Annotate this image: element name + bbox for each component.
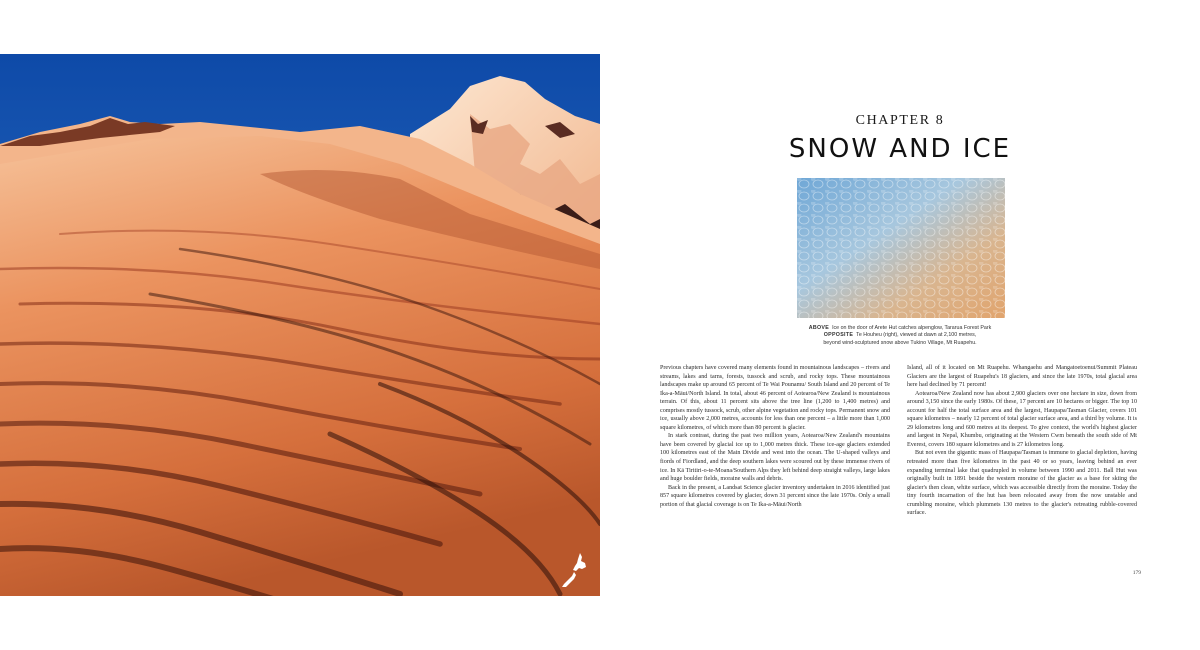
caption-opposite-text: Te Houheu (right), viewed at dawn at 2,100 metres,: [856, 332, 977, 339]
snow-landscape-image: [0, 54, 600, 596]
body-column-1: [660, 364, 890, 509]
caption-above-label: ABOVE: [808, 325, 830, 331]
paragraph: But not even the gigantic mass of Haupapa/Tasman is immune to glacial depletion, having retreated more than five kilometres in the past 40 or so years, leaving behind an ever expanding terminal lake that quadrupled in volume between 1990 and 2011. Ball Hut was originally built in 1891 beside the western moraine of the glacier as a base for skiing the glacier's then clean, white surface, which was accessible directly from the moraine. Today the tiny fourth incarnation of the hut has been relocated away from the now unstable and crumbling moraine, which plummets 130 metres to the glacier's retreating rubble-covered surface.: [907, 450, 1137, 517]
paragraph: Island, all of it located on Mt Ruapehu. Whangaehu and Mangatoetoenui/Summit Plateau Glaciers are the largest of Ruapehu's 18 glaciers, and since the late 1970s, total glacial area here had declined by 71 percent!: [907, 365, 1137, 389]
caption-opposite-label: OPPOSITE: [823, 332, 854, 339]
frost-photo: [797, 178, 1005, 318]
caption-opposite-text-2: beyond wind-sculptured snow above Tukino Village, Mt Ruapehu.: [823, 339, 977, 346]
chapter-opener-page: [600, 54, 1200, 596]
photo-caption: [750, 325, 1050, 347]
book-spread: [0, 54, 1200, 596]
paragraph: Back in the present, a Landsat Science glacier inventory undertaken in 2016 identified just 857 square kilometres covered by glacier, down 31 percent since the late 1970s. Only a small portion of that glacial coverage is on Te Ika-a-Māui/North: [660, 484, 890, 508]
paragraph: Aotearoa/New Zealand now has about 2,900 glaciers over one hectare in size, down from around 3,150 since the early 1980s. Of these, 17 percent are 10 hectares or bigger. The top 10 account for half the total surface area and the largest, Haupapa/Tasman Glacier, covers 101 square kilometres – nearly 12 percent of total glacier surface area, and a third by volume. It is 29 kilometres long and 600 metres at its deepest. To give context, the world's highest glacier and largest in Nepal, Khumbu, originating at the Western Cwm beneath the south side of Mt Everest, covers 180 square kilometres and is 27 kilometres long.: [907, 390, 1137, 448]
caption-above-text: Ice on the door of Arete Hut catches alpenglow, Tararua Forest Park: [832, 325, 992, 331]
chapter-title: SNOW AND ICE: [788, 134, 1012, 164]
frost-texture-image: [797, 178, 1005, 318]
new-zealand-map-icon: [560, 551, 590, 589]
paragraph: In stark contrast, during the past two million years, Aotearoa/New Zealand's mountains have been covered by glacial ice up to 1,000 metres thick. These ice-age glaciers extended 100 kilometres east of the Main Divide and west into the ocean. The U-shaped valleys and fiords of Fiordland, and the deep southern lakes were scoured out by these immense rivers of ice. In Kā Tiritiri-o-te-Moana/Southern Alps they left behind deep straight valleys, large lakes and huge boulder fields, moraine walls and debris.: [660, 433, 890, 483]
body-column-2: [907, 364, 1137, 518]
chapter-label: CHAPTER 8: [855, 113, 945, 128]
paragraph: Previous chapters have covered many elements found in mountainous landscapes – rivers and streams, lakes and tarns, forests, tussock and scrub, and rocky tops. These mountainous landscapes make up around 65 percent of Te Wai Pounamu/ South Island and 20 percent of Te Ika-a-Māui/North Island. In total, about 46 percent of Aotearoa/New Zealand is mountainous terrain. Of this, about 11 percent sits above the tree line (1,200 to 1,400 metres) and comprises mostly tussock, scrub, other alpine vegetation and rocky tops. Permanent snow and ice, usually above 2,000 metres, accounts for less than one percent – a little more than 1,000 square kilometres, of which more than 80 percent is glacier.: [660, 365, 890, 431]
opposite-photo: [0, 54, 600, 596]
page-number: 179: [1132, 570, 1141, 576]
